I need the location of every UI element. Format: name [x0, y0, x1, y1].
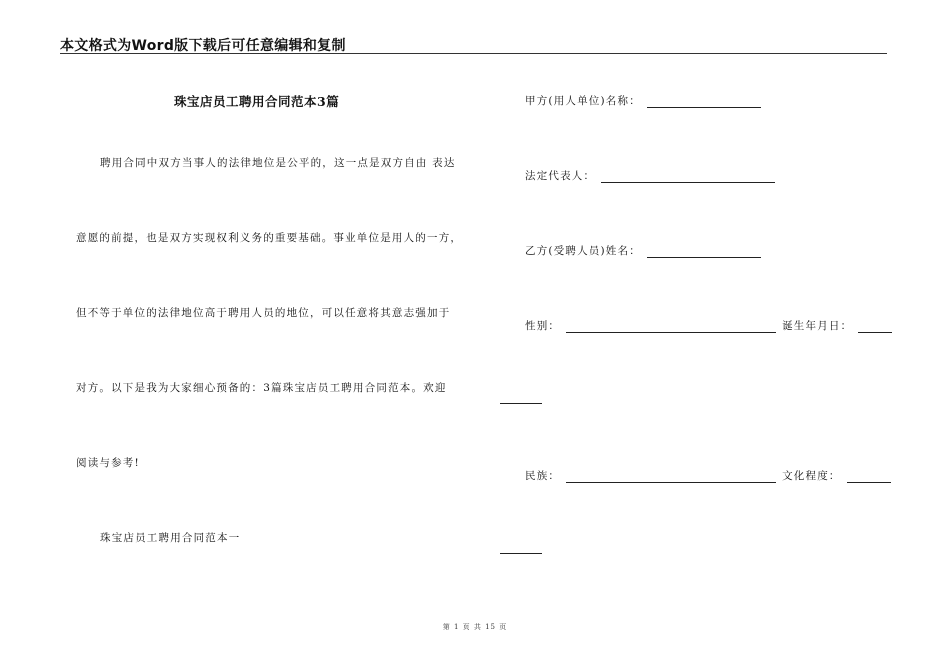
legal-representative-row — [525, 168, 775, 183]
party-b-name-row — [525, 243, 761, 258]
paragraph-line: 聘用合同中双方当事人的法律地位是公平的，这一点是双方自由 表达 — [100, 157, 456, 169]
education-blank[interactable] — [847, 470, 891, 483]
ethnicity-label: 民族： — [525, 470, 561, 482]
birthdate-blank-continuation[interactable] — [500, 403, 542, 404]
party-a-label: 甲方(用人单位)名称： — [525, 95, 641, 107]
paragraph-line: 意愿的前提，也是双方实现权利义务的重要基础。事业单位是用人的一方， — [76, 232, 463, 244]
education-label: 文化程度： — [782, 470, 841, 482]
paragraph-line: 对方。以下是我为大家细心预备的：3篇珠宝店员工聘用合同范本。欢迎 — [76, 382, 447, 394]
section-subheading: 珠宝店员工聘用合同范本一 — [100, 532, 241, 544]
legal-rep-blank[interactable] — [601, 170, 775, 183]
paragraph-line: 但不等于单位的法律地位高于聘用人员的地位，可以任意将其意志强加于 — [76, 307, 451, 319]
header-divider — [60, 53, 887, 54]
ethnicity-blank[interactable] — [566, 470, 776, 483]
ethnicity-education-row — [525, 468, 891, 483]
education-blank-continuation[interactable] — [500, 553, 542, 554]
document-header: 本文格式为Word版下载后可任意编辑和复制 — [60, 38, 346, 54]
birthdate-blank[interactable] — [858, 320, 892, 333]
birthdate-label: 诞生年月日： — [782, 320, 853, 332]
page-number: 第 1 页 共 15 页 — [442, 623, 508, 631]
party-b-name-blank[interactable] — [647, 245, 761, 258]
document-title: 珠宝店员工聘用合同范本3篇 — [174, 94, 340, 109]
legal-rep-label: 法定代表人： — [525, 170, 596, 182]
gender-label: 性别： — [525, 320, 561, 332]
party-a-name-blank[interactable] — [647, 95, 761, 108]
gender-birthdate-row — [525, 318, 892, 333]
paragraph-line: 阅读与参考! — [76, 457, 140, 469]
gender-blank[interactable] — [566, 320, 776, 333]
party-a-name-row — [525, 93, 761, 108]
party-b-label: 乙方(受聘人员)姓名： — [525, 245, 641, 257]
